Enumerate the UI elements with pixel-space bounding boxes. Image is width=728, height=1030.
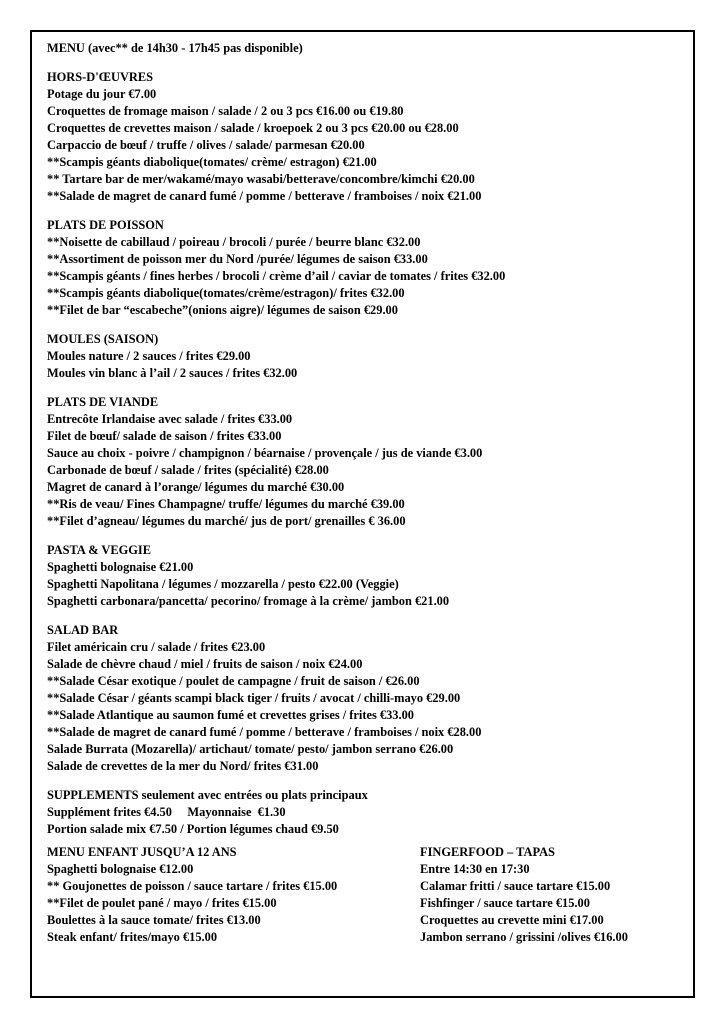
menu-frame: [30, 30, 695, 998]
menu-item: Boulettes à la sauce tomate/ frites €13.00: [47, 913, 261, 927]
menu-item: Filet de bœuf/ salade de saison / frites €33.00: [47, 429, 282, 443]
section-title-supplements: SUPPLEMENTS seulement avec entrées ou plats principaux: [47, 788, 368, 802]
bottom-columns: [47, 844, 687, 946]
menu-item: Moules nature / 2 sauces / frites €29.00: [47, 349, 251, 363]
menu-item: Steak enfant/ frites/mayo €15.00: [47, 930, 218, 944]
menu-item: **Filet de bar “escabeche”(onions aigre)/ légumes de saison €29.00: [47, 303, 398, 317]
menu-item: Carpaccio de bœuf / truffe / olives / salade/ parmesan €20.00: [47, 138, 365, 152]
menu-item: Croquettes de crevettes maison / salade / kroepoek 2 ou 3 pcs €20.00 ou €28.00: [47, 121, 459, 135]
menu-item: Sauce au choix - poivre / champignon / béarnaise / provençale / jus de viande €3.00: [47, 446, 483, 460]
menu-item: Spaghetti Napolitana / légumes / mozzarella / pesto €22.00 (Veggie): [47, 577, 399, 591]
menu-item: **Scampis géants diabolique(tomates/crème/estragon)/ frites €32.00: [47, 286, 405, 300]
menu-item: **Salade César exotique / poulet de campagne / fruit de saison / €26.00: [47, 674, 420, 688]
menu-item: **Salade César / géants scampi black tiger / fruits / avocat / chilli-mayo €29.00: [47, 691, 461, 705]
section-title-pasta: PASTA & VEGGIE: [47, 543, 151, 557]
menu-header: MENU (avec** de 14h30 - 17h45 pas disponible): [47, 41, 303, 55]
menu-item: **Scampis géants diabolique(tomates/ crème/ estragon) €21.00: [47, 155, 377, 169]
menu-enfant-column: [47, 844, 417, 946]
section-title-menu-enfant: MENU ENFANT JUSQU’A 12 ANS: [47, 845, 237, 859]
menu-item: Spaghetti carbonara/pancetta/ pecorino/ fromage à la crème/ jambon €21.00: [47, 594, 450, 608]
menu-item: Carbonade de bœuf / salade / frites (spécialité) €28.00: [47, 463, 329, 477]
menu-item: Moules vin blanc à l’ail / 2 sauces / frites €32.00: [47, 366, 298, 380]
section-title-viande: PLATS DE VIANDE: [47, 395, 159, 409]
menu-item: **Salade Atlantique au saumon fumé et crevettes grises / frites €33.00: [47, 708, 414, 722]
menu-item: Spaghetti bolognaise €21.00: [47, 560, 194, 574]
section-title-salad-bar: SALAD BAR: [47, 623, 119, 637]
menu-content: [47, 40, 687, 946]
menu-item: ** Goujonettes de poisson / sauce tartare / frites €15.00: [47, 879, 338, 893]
fingerfood-hours: Entre 14:30 en 17:30: [420, 862, 530, 876]
menu-item: Potage du jour €7.00: [47, 87, 157, 101]
section-title-hors-doeuvres: HORS-D'ŒUVRES: [47, 70, 154, 84]
menu-item: **Assortiment de poisson mer du Nord /purée/ légumes de saison €33.00: [47, 252, 428, 266]
menu-item: Portion salade mix €7.50 / Portion légumes chaud €9.50: [47, 822, 339, 836]
menu-item: Jambon serrano / grissini /olives €16.00: [420, 930, 628, 944]
section-title-moules: MOULES (SAISON): [47, 332, 159, 346]
menu-item: **Salade de magret de canard fumé / pomme / betterave / framboises / noix €21.00: [47, 189, 482, 203]
menu-item: Supplément frites €4.50 Mayonnaise €1.30: [47, 805, 286, 819]
menu-item: **Salade de magret de canard fumé / pomme / betterave / framboises / noix €28.00: [47, 725, 482, 739]
menu-item: **Filet de poulet pané / mayo / frites €15.00: [47, 896, 277, 910]
menu-item: Croquettes au crevette mini €17.00: [420, 913, 604, 927]
menu-item: Spaghetti bolognaise €12.00: [47, 862, 194, 876]
menu-item: Croquettes de fromage maison / salade / 2 ou 3 pcs €16.00 ou €19.80: [47, 104, 404, 118]
menu-item: ** Tartare bar de mer/wakamé/mayo wasabi/betterave/concombre/kimchi €20.00: [47, 172, 475, 186]
menu-item: **Filet d’agneau/ légumes du marché/ jus de port/ grenailles € 36.00: [47, 514, 406, 528]
menu-item: Salade de chèvre chaud / miel / fruits de saison / noix €24.00: [47, 657, 363, 671]
menu-item: **Scampis géants / fines herbes / brocoli / crème d’ail / caviar de tomates / frites €32.00: [47, 269, 506, 283]
menu-item: Salade de crevettes de la mer du Nord/ frites €31.00: [47, 759, 319, 773]
menu-item: Fishfinger / sauce tartare €15.00: [420, 896, 590, 910]
section-title-poisson: PLATS DE POISSON: [47, 218, 164, 232]
menu-item: **Ris de veau/ Fines Champagne/ truffe/ légumes du marché €39.00: [47, 497, 405, 511]
section-title-fingerfood: FINGERFOOD – TAPAS: [420, 845, 555, 859]
menu-item: Magret de canard à l’orange/ légumes du marché €30.00: [47, 480, 345, 494]
menu-item: Salade Burrata (Mozarella)/ artichaut/ tomate/ pesto/ jambon serrano €26.00: [47, 742, 454, 756]
fingerfood-column: [420, 844, 690, 946]
menu-item: Filet américain cru / salade / frites €23.00: [47, 640, 266, 654]
menu-item: Calamar fritti / sauce tartare €15.00: [420, 879, 611, 893]
menu-item: Entrecôte Irlandaise avec salade / frites €33.00: [47, 412, 293, 426]
menu-item: **Noisette de cabillaud / poireau / brocoli / purée / beurre blanc €32.00: [47, 235, 421, 249]
